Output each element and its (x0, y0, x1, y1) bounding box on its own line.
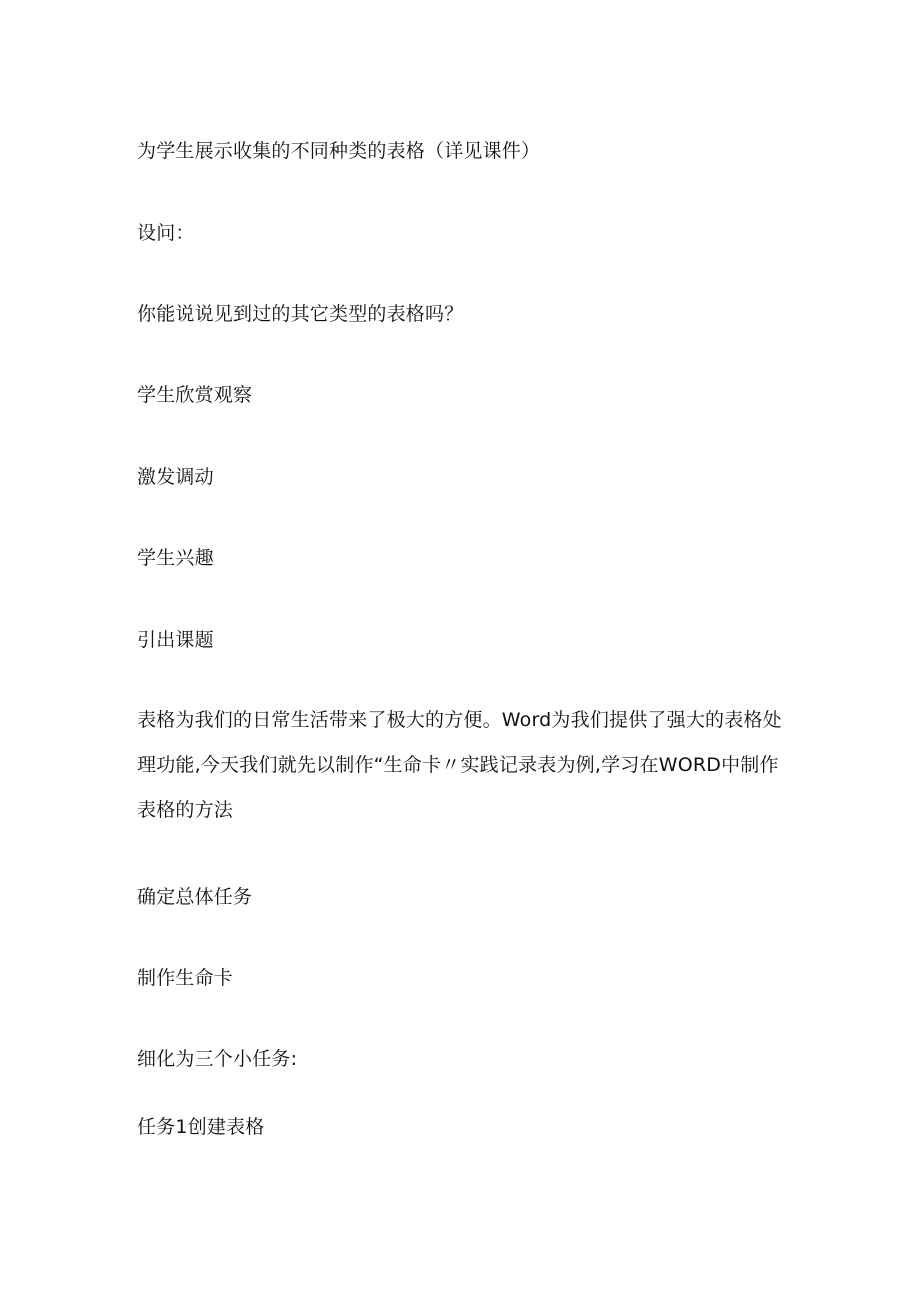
text-line-question: 你能说说见到过的其它类型的表格吗？ (137, 303, 464, 325)
text-line-task-1: 任务1创建表格 (137, 1116, 265, 1138)
text-line-student-interest: 学生兴趣 (137, 547, 214, 569)
text-line-question-label: 设问： (137, 222, 195, 244)
text-line-three-subtasks: 细化为三个小任务: (137, 1048, 298, 1070)
text-line-student-observe: 学生欣赏观察 (137, 384, 253, 406)
text-line-introduce-topic: 引出课题 (137, 629, 214, 651)
text-line-showcase-tables: 为学生展示收集的不同种类的表格（详见课件） (137, 140, 541, 162)
text-line-stimulate: 激发调动 (137, 466, 214, 488)
text-line-make-life-card: 制作生命卡 (137, 967, 234, 989)
intro-paragraph: 表格为我们的日常生活带来了极大的方便。Word为我们提供了强大的表格处理功能,今天我们就先以制作“生命卡〃实践记录表为例,学习在WORD中制作表格的方法 (137, 709, 782, 821)
text-line-overall-task: 确定总体任务 (137, 886, 253, 908)
